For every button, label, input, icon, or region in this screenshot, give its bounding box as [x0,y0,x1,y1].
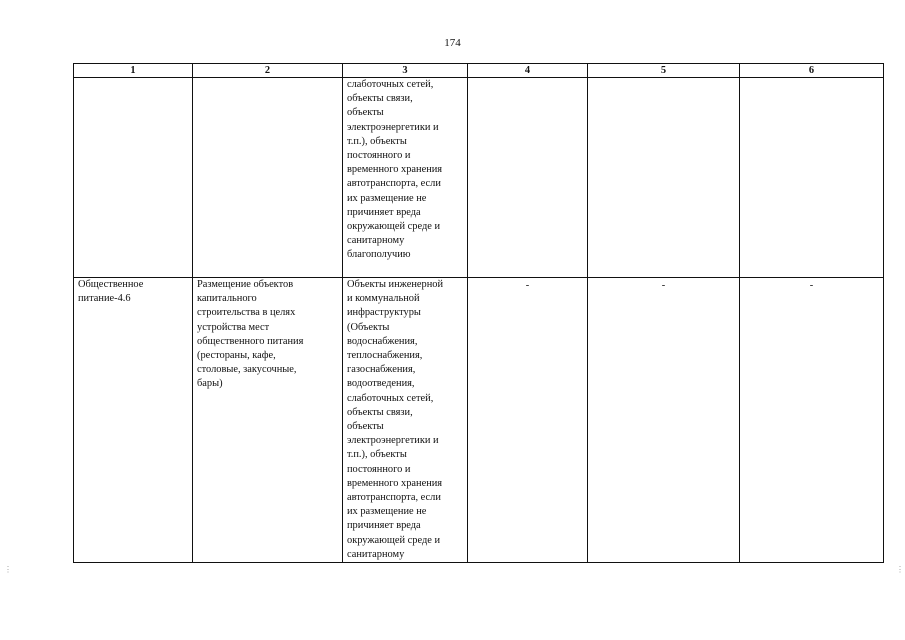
cell-col4: - [468,278,588,563]
table-header-row [74,64,884,78]
column-header-5: 5 [588,64,740,78]
cell-auxiliary-objects: слаботочных сетей, объекты связи, объекты электроэнергетики и т.п.), объекты постоянного и временного хранения автотранспорта, если их размещение не причиняет вреда окружающей среде и санитарному благополучию [343,78,468,278]
page-number: 174 [444,37,461,49]
table-row [74,78,884,278]
column-header-4: 4 [468,64,588,78]
column-header-6: 6 [740,64,884,78]
column-header-2: 2 [193,64,343,78]
cell-description: Размещение объектов капитального строительства в целях устройства мест общественного питания (рестораны, кафе, столовые, закусочные, бары) [193,278,343,563]
land-use-table [73,63,884,563]
table-row [74,278,884,563]
cell-auxiliary-objects: Объекты инженерной и коммунальной инфраструктуры (Объекты водоснабжения, теплоснабжения, газоснабжения, водоотведения, слаботочных сетей, объекты связи, объекты электроэнергетики и т.п.), объекты постоянного и временного хранения автотранспорта, если их размещение не причиняет вреда окружающей среде и санитарному [343,278,468,563]
scan-edge-mark-right: ⋮ [896,565,904,574]
cell-col5 [588,78,740,278]
cell-col4 [468,78,588,278]
column-header-3: 3 [343,64,468,78]
scan-edge-mark-left: ⋮ [4,565,12,574]
cell-col5: - [588,278,740,563]
cell-col6: - [740,278,884,563]
cell-description [193,78,343,278]
cell-land-use-type [74,78,193,278]
cell-col6 [740,78,884,278]
column-header-1: 1 [74,64,193,78]
cell-land-use-type: Общественное питание-4.6 [74,278,193,563]
